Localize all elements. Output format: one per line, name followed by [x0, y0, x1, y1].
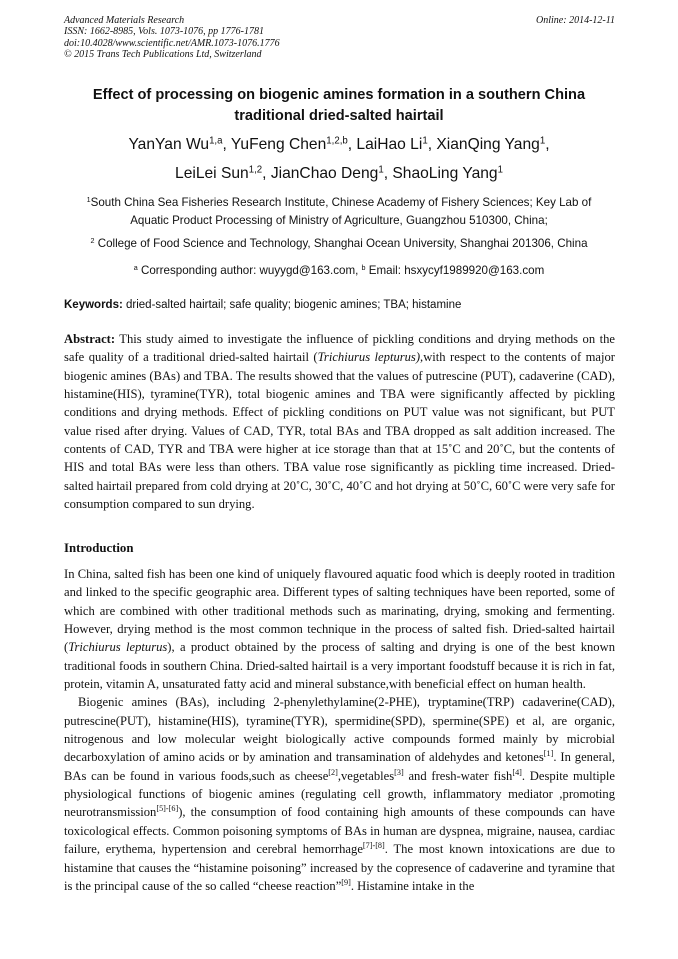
author-line-2	[40, 159, 638, 188]
author-affiliation-mark: 1,2,b	[326, 135, 348, 147]
paragraph-text: Biogenic amines (BAs), including 2-phenylethylamine(2-PHE), tryptamine(TRP) cadaverine(CAD), putrescine(PUT), histamine(HIS), tyramine(TYR), spermidine(SPD), spermine(SPE) et al, are organic, nitrogenous and low molecular weight biologically active compounds formed mainly by microbial decarboxylation of amino acids or by amination and transamination of aldehydes and ketones	[64, 695, 615, 765]
journal-doi: doi:10.4028/www.scientific.net/AMR.1073-1076.1776	[64, 37, 280, 49]
author-separator: ,	[222, 136, 231, 153]
affiliation-1-line-2: Aquatic Product Processing of Ministry of Agriculture, Guangzhou 510300, China;	[130, 214, 548, 227]
author-affiliation-mark: 1,2	[248, 164, 263, 176]
author-name: LaiHao Li	[356, 136, 423, 153]
author-name: ShaoLing Yang	[392, 165, 498, 182]
citation[interactable]: [5]-[6]	[156, 804, 179, 814]
affiliation-1-line-1: South China Sea Fisheries Research Institute, Chinese Academy of Fishery Sciences; Key Lab of	[90, 196, 592, 209]
corr-mark-a: a	[133, 263, 138, 273]
author-name: LeiLei Sun	[175, 165, 249, 182]
author-separator: ,	[262, 165, 271, 182]
paragraph-text: and fresh-water fish	[403, 768, 513, 783]
abstract-species: Trichiurus lepturus),	[317, 350, 424, 365]
citation[interactable]: [3]	[394, 767, 404, 777]
title-line-2: traditional dried-salted hairtail	[234, 108, 444, 124]
author-separator: ,	[383, 165, 393, 182]
abstract-label: Abstract:	[64, 332, 116, 346]
corresponding-author	[40, 262, 638, 280]
citation[interactable]: [4]	[512, 767, 522, 777]
paragraph-text: In China, salted fish has been one kind of uniquely flavoured aquatic food which is deeply rooted in tradition and linked to the specific geographic area. Different types of salting techniques have been reported, some of which are combined with other traditional methods such as marinating, drying, smoking and fermenting. However, drying method is the most common technique in the process of salted fish. Dried-salted hairtail (	[64, 567, 615, 655]
section-heading-introduction: Introduction	[64, 541, 134, 555]
affiliation-mark: 1	[86, 195, 91, 205]
paragraph	[64, 565, 615, 693]
author-affiliation-mark: 1	[497, 164, 503, 176]
corr-email-b: Email: hsxycyf1989920@163.com	[365, 264, 545, 277]
affiliation-1	[40, 194, 638, 230]
affiliation-2-text: College of Food Science and Technology, Shanghai Ocean University, Shanghai 201306, China	[94, 237, 588, 250]
abstract-text-1: This study aimed to investigate the influence of pickling conditions and drying methods on the safe quality of a traditional dried-salted hairtail (	[64, 332, 615, 365]
author-separator: ,	[427, 136, 437, 153]
author-name: YuFeng Chen	[230, 136, 327, 153]
citation[interactable]: [2]	[328, 767, 338, 777]
author-affiliation-mark: 1	[378, 164, 384, 176]
author-separator: ,	[545, 136, 550, 153]
citation[interactable]: [7]-[8]	[362, 841, 385, 851]
journal-issn: ISSN: 1662-8985, Vols. 1073-1076, pp 1776-1781	[64, 26, 264, 38]
paragraph-text: ), the consumption of food containing high amounts of these compounds can have toxicological effects. Common poisoning symptoms of BAs in human are dyspnea, migraine, nausea, cardiac failure, erythema, hypertension and cerebral hemorrhage	[64, 805, 615, 857]
keywords-label: Keywords:	[64, 299, 123, 311]
species-name: Trichiurus lepturus	[68, 640, 168, 655]
affiliation-2	[40, 235, 638, 253]
paragraph-text: ), a product obtained by the process of salting and drying is one of the best known traditional foods in southern China. Dried-salted hairtail is a very important foodstuff because it is rich in fat, protein, vitamin A, unsaturated fatty acid and mineral substance,with beneficial effect on human health.	[64, 640, 615, 692]
paragraph	[64, 693, 615, 895]
paragraph-text: . Histamine intake in the	[350, 878, 475, 893]
author-name: YanYan Wu	[128, 136, 210, 153]
journal-name: Advanced Materials Research	[64, 15, 185, 26]
abstract-text-2: with respect to the contents of major biogenic amines (BAs) and TBA. The results showed that the values of putrescine (PUT), cadaverine (CAD), histamine(HIS), tyramine(TYR), total biogenic amines and TBA were significantly affected by pickling conditions and drying methods. Effect of pickling conditions on PUT value was not significant, but PUT value rised after drying. Values of CAD, TYR, total BAs and TBA dropped as salt addition increased. The contents of CAD, TYR and TBA were higher at ice storage than that at 15˚C and 20˚C, but the contents of HIS and total BAs were less than others. TBA value rose significantly as pickling time increased. Dried-salted hairtail prepared from cold drying at 20˚C, 30˚C, 40˚C and hot drying at 50˚C, 60˚C were very safe for consumption compared to sun drying.	[64, 350, 615, 512]
author-separator: ,	[347, 136, 357, 153]
affiliation-mark: 2	[90, 236, 95, 246]
corr-mark-b: b	[361, 263, 366, 273]
abstract	[64, 330, 615, 513]
corr-email-a: Corresponding author: wuyygd@163.com,	[137, 264, 362, 277]
author-affiliation-mark: 1,a	[209, 135, 223, 147]
citation[interactable]: [1]	[543, 749, 554, 759]
introduction-body	[64, 565, 615, 895]
author-affiliation-mark: 1	[539, 135, 546, 147]
paragraph-text: . Despite multiple physiological functions of biogenic amines (regulating cell growth, inflammatory mediator ,promoting neurotransmission	[64, 768, 616, 820]
online-date: Online: 2014-12-11	[536, 15, 615, 26]
author-list	[40, 130, 638, 188]
keywords-text: dried-salted hairtail; safe quality; biogenic amines; TBA; histamine	[122, 299, 462, 311]
paragraph-text: ,vegetables	[337, 768, 395, 783]
paper-title	[40, 85, 638, 127]
author-name: JianChao Deng	[270, 165, 379, 182]
journal-header	[64, 15, 615, 60]
citation[interactable]: [9]	[341, 877, 351, 887]
author-line-1	[40, 130, 638, 159]
title-line-1: Effect of processing on biogenic amines formation in a southern China	[92, 87, 586, 103]
journal-copyright: © 2015 Trans Tech Publications Ltd, Switzerland	[64, 48, 262, 60]
author-name: XianQing Yang	[436, 136, 540, 153]
paragraph-text: . The most known intoxications are due to histamine that causes the “histamine poisoning” increased by the copresence of cadaverine and tyramine that is the principal cause of the so called “cheese reaction”	[64, 842, 616, 893]
keywords	[64, 297, 615, 313]
author-affiliation-mark: 1	[422, 135, 428, 147]
paragraph-text: . In general, BAs can be found in various foods,such as cheese	[64, 750, 615, 783]
